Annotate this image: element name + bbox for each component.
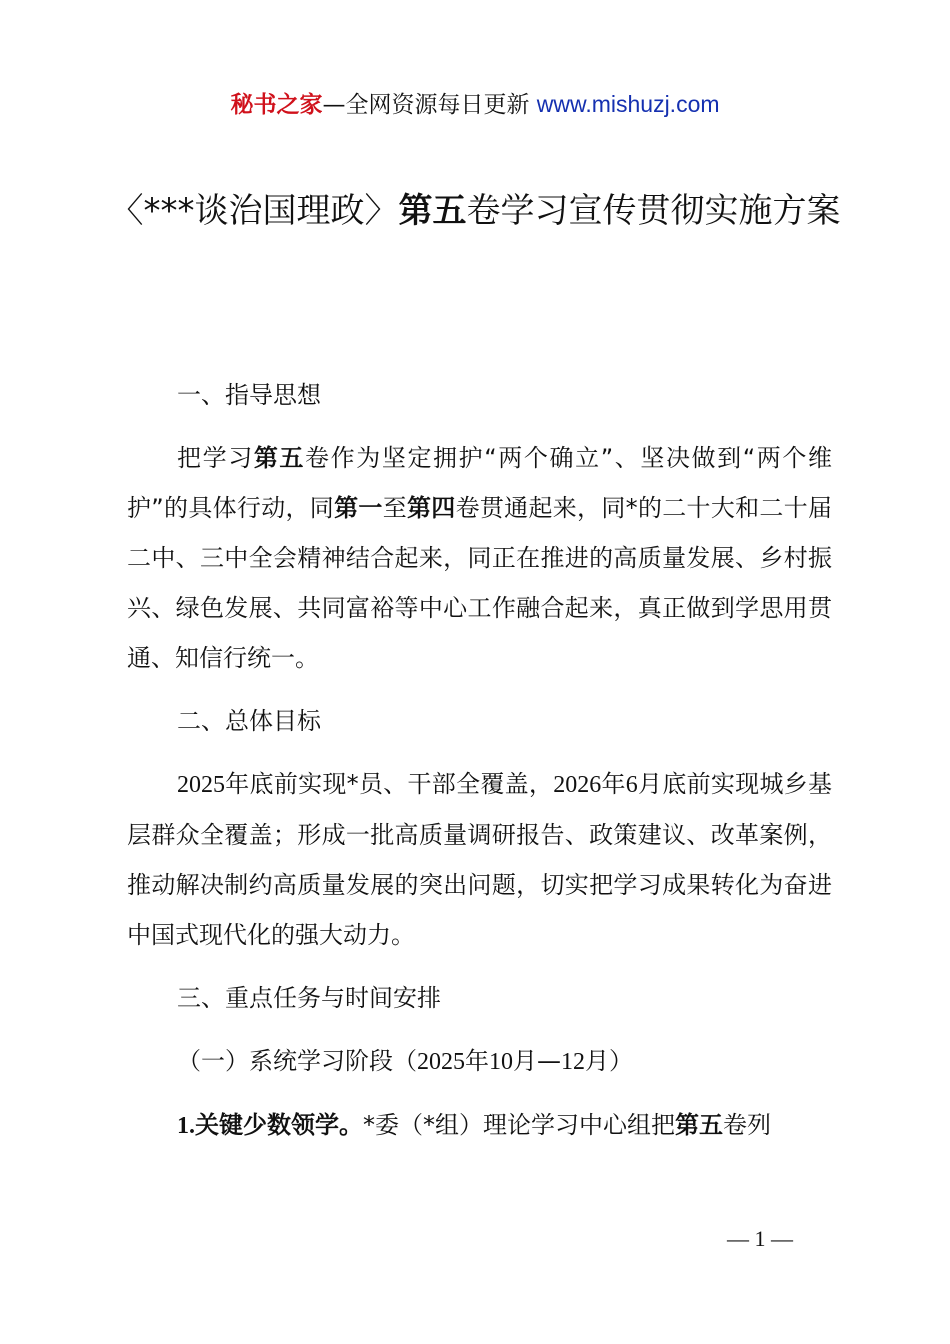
- item-1-text-c: 卷列: [723, 1111, 771, 1139]
- s2-text-1: 年底前实现*员、干部全覆盖，: [225, 770, 554, 798]
- s3-sub-month-start: 10: [489, 1049, 513, 1075]
- s3-sub-text-b: 年: [465, 1047, 489, 1075]
- s1-text-d: 至: [382, 494, 407, 522]
- s3-sub-year: 2025: [417, 1049, 465, 1075]
- title-part-1: 〈***谈治国理政〉: [109, 191, 399, 231]
- document-title: [100, 180, 850, 242]
- item-1-bold: 第五: [675, 1111, 723, 1139]
- s1-bold-3: 第四: [406, 494, 456, 522]
- s2-month-6: 6: [625, 772, 638, 798]
- page-number: — 1 —: [727, 1226, 793, 1251]
- s1-bold-2: 第一: [334, 494, 383, 522]
- s3-sub-month-end: 12: [561, 1049, 585, 1075]
- site-slogan: —全网资源每日更新: [322, 92, 537, 118]
- section-1-paragraph: [127, 433, 832, 683]
- s2-year-2025: 2025: [177, 772, 225, 798]
- section-1-heading: 一、指导思想: [177, 381, 321, 409]
- site-url-link[interactable]: www.mishuzj.com: [536, 91, 720, 117]
- section-2-heading: 二、总体目标: [177, 707, 321, 735]
- s2-text-2: 年: [601, 770, 626, 798]
- s3-sub-text-c: 月—: [513, 1047, 561, 1075]
- section-2-paragraph: [127, 759, 832, 960]
- section-3-subheading: [127, 1036, 832, 1087]
- section-3-item-1: [127, 1100, 832, 1151]
- section-3-heading: 三、重点任务与时间安排: [177, 984, 441, 1012]
- item-1-lead: 关键少数领学。: [195, 1111, 363, 1139]
- title-part-2: 卷学习宣传贯彻实施方案: [466, 191, 841, 231]
- s3-sub-text-d: 月）: [585, 1047, 633, 1075]
- title-bold: 第五: [398, 191, 467, 231]
- s1-text-a: 把学习: [177, 444, 254, 472]
- item-1-number: 1.: [177, 1113, 195, 1139]
- item-1-text-a: *委（*组）理论学习中心组把: [363, 1111, 675, 1139]
- site-brand: 秘书之家: [230, 92, 323, 118]
- s1-text-e: 卷贯通起来，同*的二十大和二十届二中、三中全会精神结合起来，同正在推进的高质量发展、乡村振兴、绿色发展、共同富裕等中心工作融合起来，真正做到学思用贯通、知信行统一。: [127, 494, 833, 672]
- s2-text-3: 月底前实现城乡基层群众全覆盖；形成一批高质量调研报告、政策建议、改革案例，推动解决制约高质量发展的突出问题，切实把学习成果转化为奋进中国式现代化的强大动力。: [127, 770, 833, 949]
- s2-year-2026: 2026: [553, 772, 602, 798]
- s1-bold-1: 第五: [253, 444, 306, 472]
- site-header: [0, 88, 950, 121]
- s3-sub-text-a: （一）系统学习阶段（: [177, 1047, 417, 1075]
- s1-text-c: 卷作为坚定拥护“两个确立”、坚决做到“两个维护”的具体行动，同: [127, 444, 833, 522]
- document-body: [127, 370, 832, 1151]
